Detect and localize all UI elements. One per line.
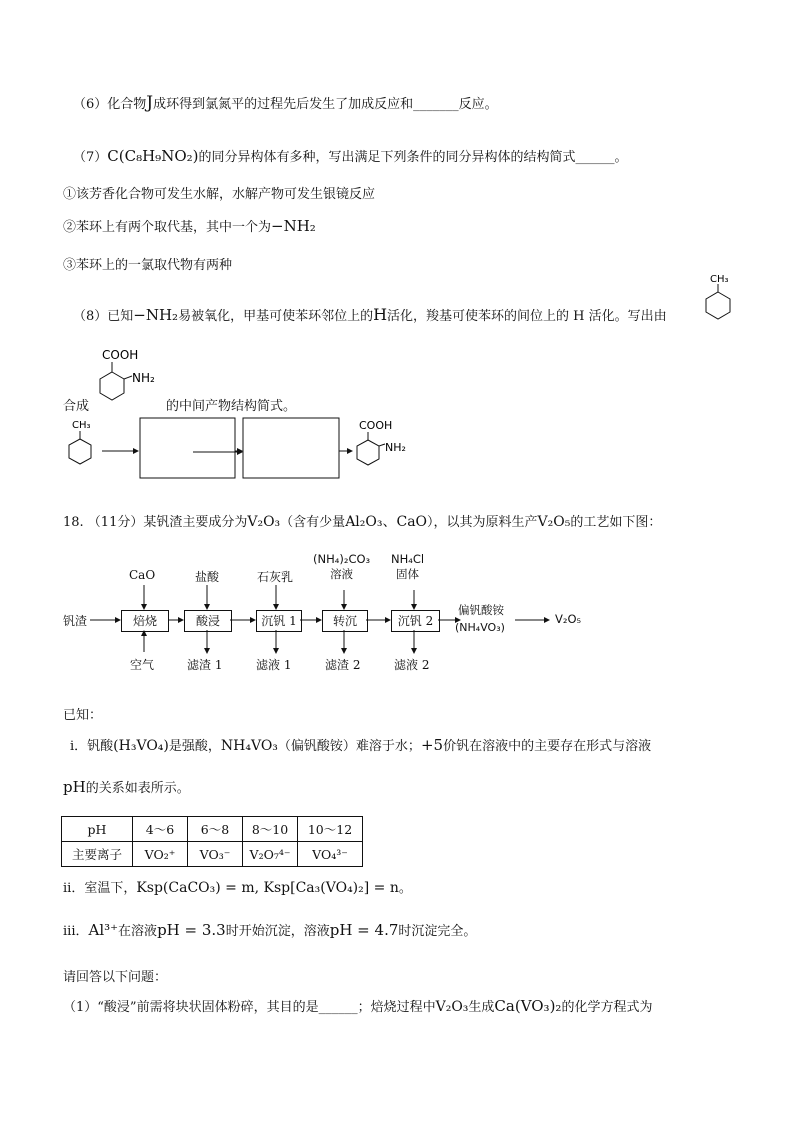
- input-ammonium-chloride: NH₄Cl 固体: [391, 552, 425, 581]
- oxidation-state: +5: [420, 736, 444, 754]
- vanadic-acid: (H₃VO₄): [113, 738, 169, 754]
- table-row: [62, 842, 363, 867]
- table-row: [62, 817, 363, 842]
- cooh-label: COOH: [102, 348, 139, 362]
- ch3-label-route: CH₃: [72, 420, 91, 431]
- q8-text-2: 活化，羧基可使苯环的间位上的 H 活化。写出由: [387, 309, 667, 324]
- table-cell: 10～12: [298, 817, 363, 842]
- q6-number: （6）化合物: [73, 97, 147, 112]
- q18-intro-mid: （含有少量: [280, 515, 346, 530]
- known-iii-t2: 时开始沉淀，溶液: [225, 924, 330, 939]
- table-cell: 4～6: [133, 817, 188, 842]
- q1-v2o3: V₂O₃: [435, 999, 469, 1015]
- nh2-label-route: NH₂: [385, 441, 406, 454]
- aluminium-ion: Al³⁺: [88, 921, 119, 939]
- ph-ion-table: [61, 816, 363, 867]
- q8-line-2: [63, 395, 89, 414]
- output-residue-1: 滤渣 1: [187, 658, 223, 672]
- output-filtrate-2: 滤液 2: [394, 658, 430, 672]
- route-arrow-middle: [193, 448, 243, 456]
- q1-pre: （1）“酸浸”前需将块状固体粉碎，其目的是: [63, 1000, 319, 1015]
- q8-text-1: 易被氧化，甲基可使苯环邻位上的: [178, 309, 374, 324]
- toluene-structure-top: [700, 270, 750, 320]
- step-precip-2: 沉钒 2: [391, 610, 440, 632]
- q8-line-1: [73, 305, 667, 324]
- known-i: [70, 735, 651, 754]
- q7-cond2-group: −NH₂: [271, 217, 316, 235]
- table-cell: V₂O₇⁴⁻: [243, 842, 298, 867]
- final-product: V₂O₅: [555, 612, 582, 626]
- table-cell: VO₃⁻: [188, 842, 243, 867]
- input-lime: 石灰乳: [257, 570, 294, 584]
- known-iii: [63, 920, 476, 939]
- known-i-line2-text: 的关系如表所示。: [85, 781, 190, 796]
- q1-mid2: 生成: [468, 1000, 495, 1015]
- known-ii-pre: ii．室温下，: [63, 881, 137, 896]
- q18-intro-post: 的工艺如下图：: [570, 515, 662, 530]
- table-cell: VO₄³⁻: [298, 842, 363, 867]
- table-cell: 主要离子: [62, 842, 133, 867]
- q18-v2o5: V₂O₅: [537, 514, 571, 530]
- q6-text: 成环得到氯氮平的过程先后发生了加成反应和: [153, 97, 414, 112]
- q18-intro-pre: 18. （11分）某钒渣主要成分为: [63, 515, 248, 530]
- step-roasting: 焙烧: [121, 610, 169, 632]
- step-acid-leach: 酸浸: [184, 610, 232, 632]
- output-residue-2: 滤渣 2: [325, 658, 361, 672]
- compound-j: J: [146, 93, 154, 113]
- q18-intro-mid2: ），以其为原料生产: [427, 515, 538, 530]
- input-cao: CaO: [129, 568, 156, 582]
- q7-condition-3: ③苯环上的一氯取代物有两种: [63, 258, 233, 273]
- input-hcl: 盐酸: [195, 570, 220, 584]
- known-title: 已知：: [63, 708, 103, 723]
- step-conversion: 转沉: [322, 610, 368, 632]
- step-precip-1: 沉钒 1: [256, 610, 302, 632]
- q7-blank: ______。: [575, 150, 628, 165]
- product-formula: (NH₄VO₃): [455, 621, 505, 634]
- q1-product: Ca(VO₃)₂: [494, 997, 562, 1015]
- q6-blank: _______: [413, 97, 459, 112]
- known-i-post: （偏钒酸铵）难溶于水；: [277, 739, 421, 754]
- q7-condition-2: [63, 216, 316, 235]
- table-cell: 8～10: [243, 817, 298, 842]
- q8-line2-post: 的中间产物结构简式。: [166, 399, 297, 414]
- q8-group: −NH₂: [133, 306, 179, 324]
- ph-complete: pH = 4.7: [329, 921, 399, 939]
- synthesis-route-2: [235, 415, 435, 481]
- known-iii-t3: 时沉淀完全。: [398, 924, 477, 939]
- input-ammonium-carbonate: (NH₄)₂CO₃ 溶液: [313, 552, 371, 581]
- q7-formula: C(C₈H₉NO₂): [107, 147, 199, 165]
- q7-condition-1: ①该芳香化合物可发生水解，水解产物可发生银镜反应: [63, 187, 376, 202]
- known-i-line2: [63, 777, 190, 796]
- cooh-label-route: COOH: [359, 419, 393, 432]
- q7-cond2-text: ②苯环上有两个取代基，其中一个为: [63, 220, 272, 235]
- nh2-label: NH₂: [132, 371, 155, 385]
- q18-impurity: Al₂O₃、CaO: [345, 514, 428, 530]
- known-i-mid: 是强酸，: [168, 739, 221, 754]
- ammonium-metavanadate: NH₄VO₃: [220, 738, 278, 754]
- q7-number: （7）: [73, 150, 108, 165]
- table-cell: pH: [62, 817, 133, 842]
- anthranilic-acid-structure: [88, 346, 168, 412]
- q7-text: 的同分异构体有多种，写出满足下列条件的同分异构体的结构简式: [198, 150, 576, 165]
- known-ii-end: 。: [398, 881, 412, 896]
- output-filtrate-1: 滤液 1: [256, 658, 292, 672]
- ch3-label-top: CH₃: [710, 274, 729, 285]
- q7-line: [73, 146, 628, 165]
- table-cell: VO₂⁺: [133, 842, 188, 867]
- known-iii-t1: 在溶液: [118, 924, 158, 939]
- q6-end: 反应。: [458, 97, 498, 112]
- known-iii-pre: iii．: [63, 924, 89, 939]
- question-1: [63, 996, 652, 1015]
- q6-line: [73, 93, 498, 113]
- ph-label: pH: [63, 778, 86, 796]
- known-i-post2: 价钒在溶液中的主要存在形式与溶液: [443, 739, 652, 754]
- q18-intro: [63, 511, 661, 531]
- output-air: 空气: [130, 658, 155, 672]
- flow-start: 钒渣: [63, 614, 88, 628]
- product-ammonium-metavanadate: 偏钒酸铵: [458, 603, 504, 617]
- questions-prompt: 请回答以下问题：: [63, 970, 168, 985]
- q8-h: H: [373, 305, 388, 324]
- ksp-formula: Ksp(CaCO₃) = m, Ksp[Ca₃(VO₄)₂] = n: [136, 880, 399, 896]
- q1-mid: ；焙烧过程中: [357, 1000, 436, 1015]
- q1-post: 的化学方程式为: [561, 1000, 653, 1015]
- q1-blank: ______: [318, 1000, 358, 1015]
- q8-number: （8）已知: [73, 309, 134, 324]
- ph-start: pH = 3.3: [157, 921, 226, 939]
- q8-line2-pre: 合成: [63, 399, 90, 414]
- known-i-pre: i．钒酸: [70, 739, 114, 754]
- known-ii: [63, 877, 412, 896]
- table-cell: 6～8: [188, 817, 243, 842]
- q18-v2o3: V₂O₃: [247, 514, 281, 530]
